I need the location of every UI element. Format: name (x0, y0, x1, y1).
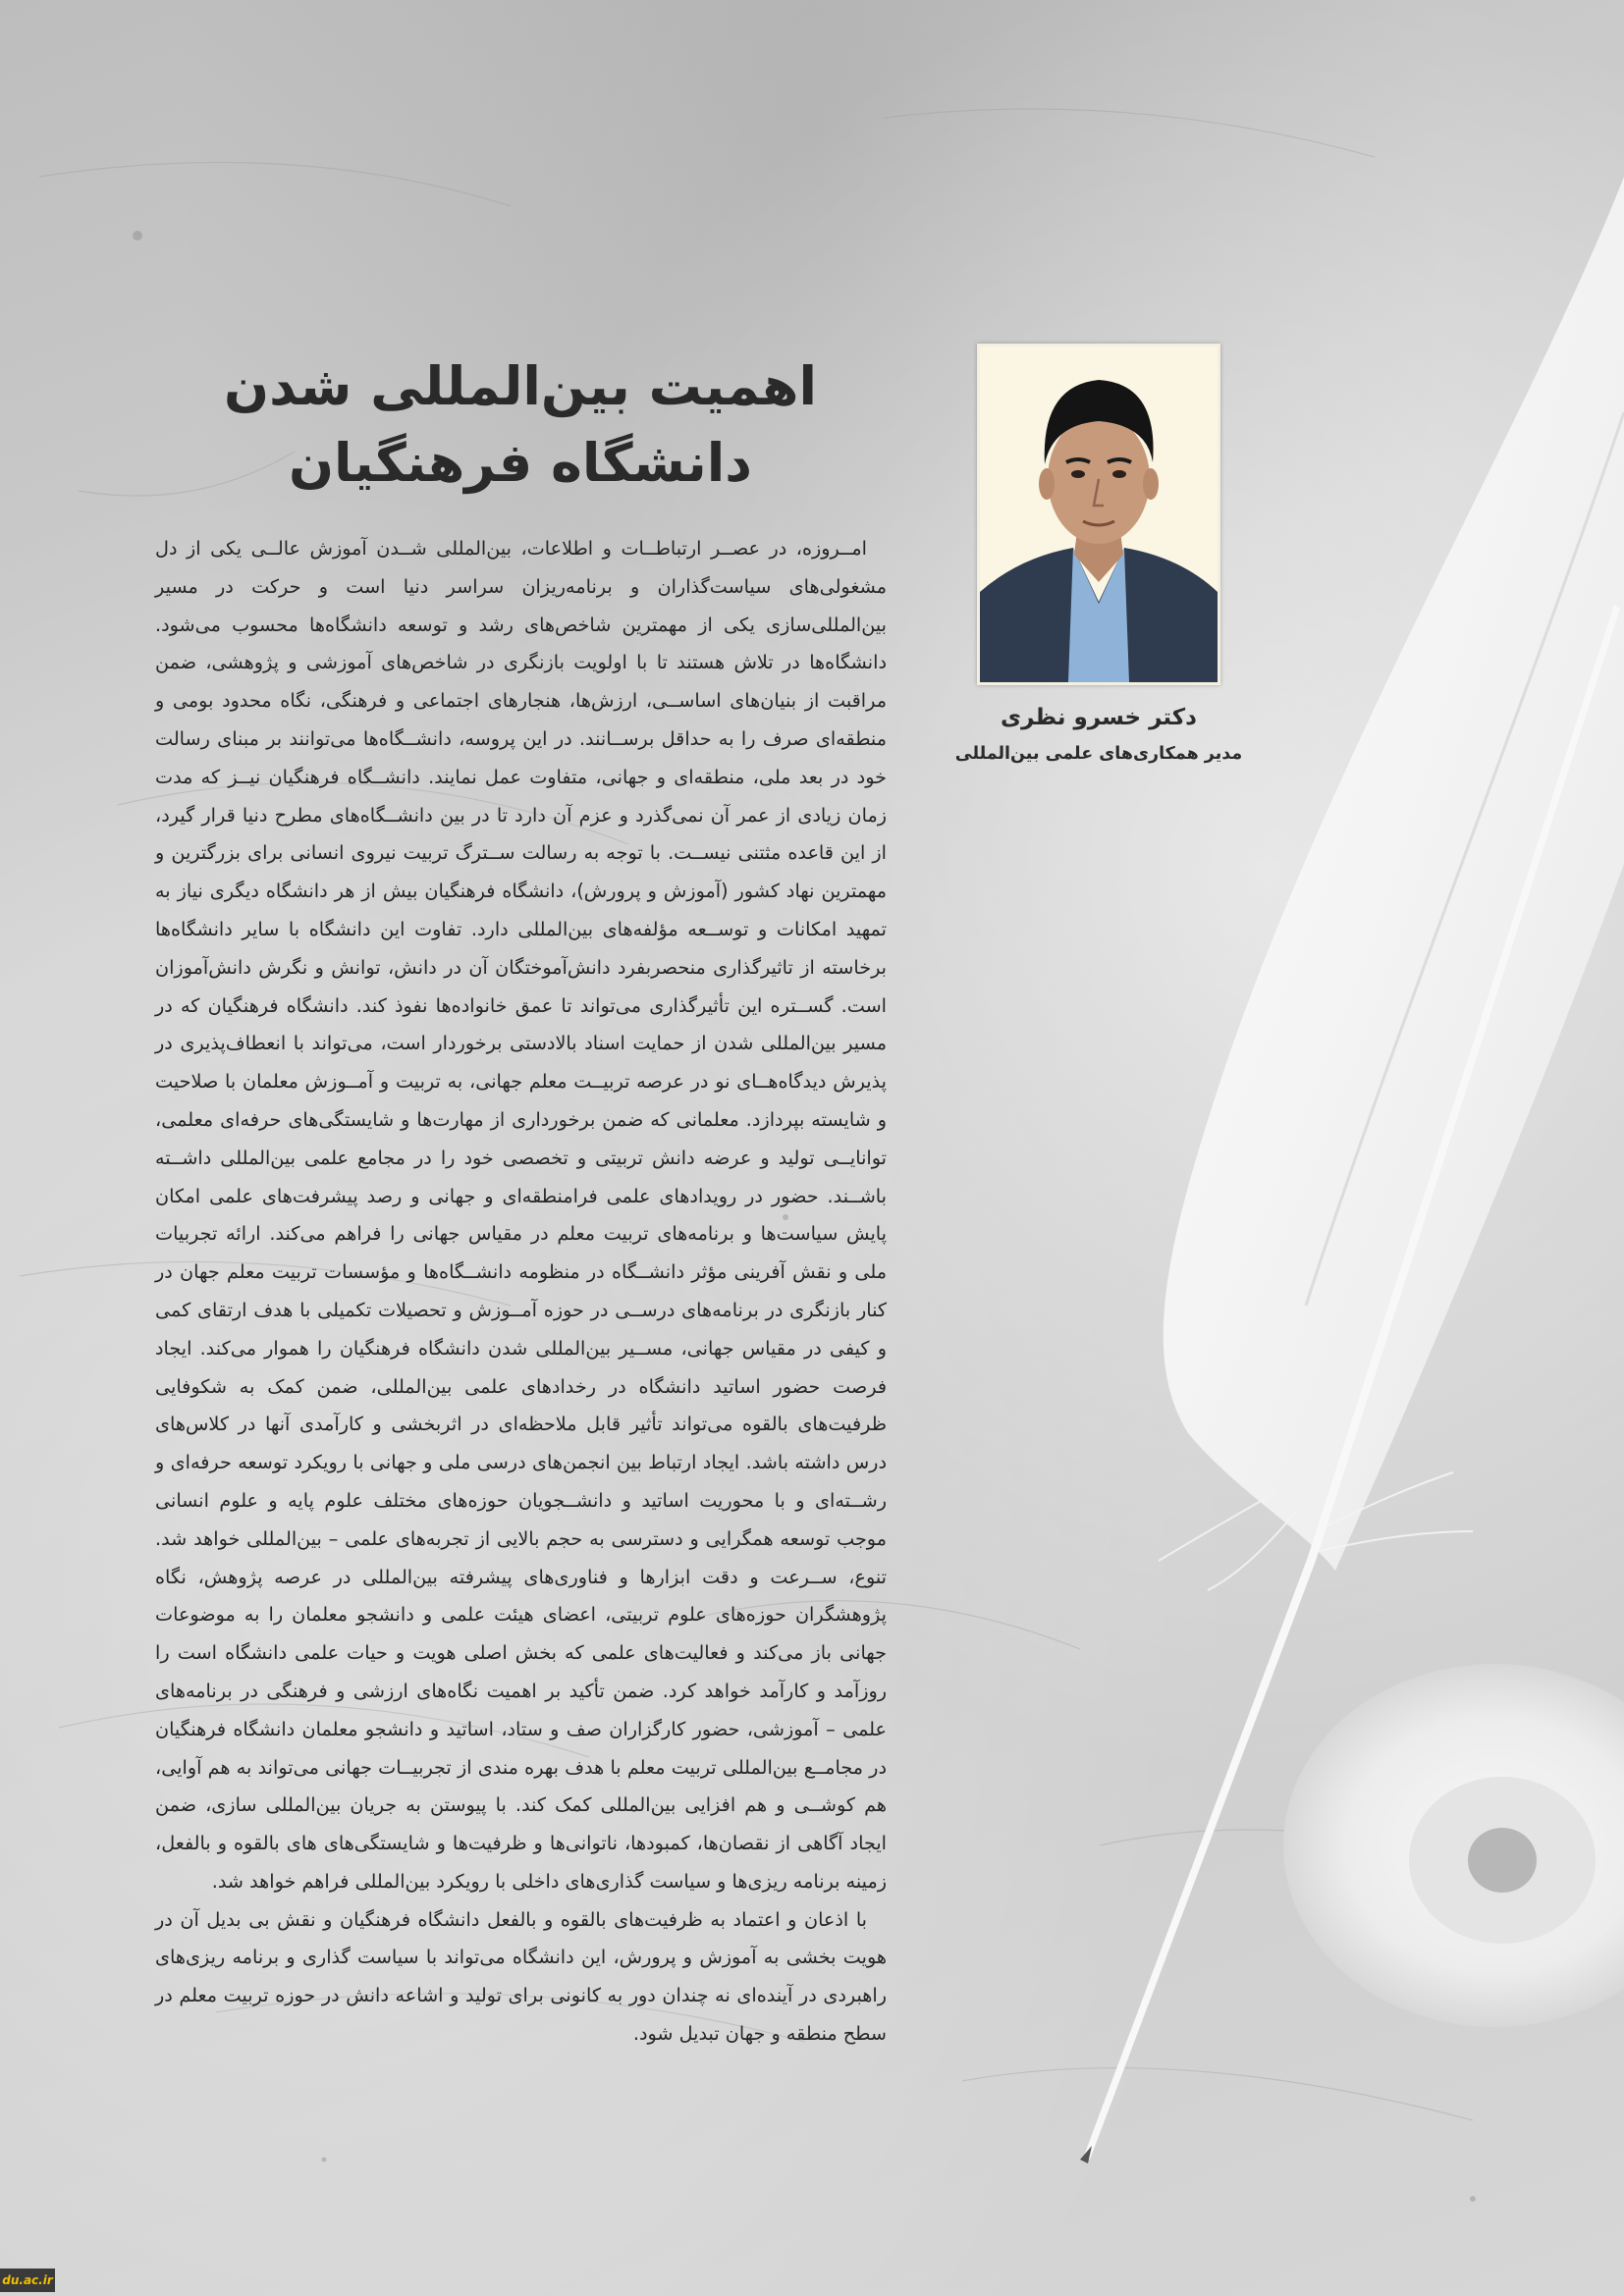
author-name: دکتر خسرو نظری (1001, 705, 1197, 730)
title-line-1: اهمیت بین‌المللی شدن (224, 355, 817, 417)
inkwell-shape (1283, 1664, 1624, 2027)
article-paragraph-2: با اذعان و اعتماد به ظرفیت‌های بالقوه و بالفعل دانشگاه فرهنگیان و نقش بی بدیل آن در هویت بخشی به آموزش و پرورش، این دانشگاه می‌تواند با سیاست گذاری و برنامه ریزی‌های راهبردی در آینده‌ای نه چندان دور به کانونی برای تولید و اشاعه دانش در حوزه تربیت معلم در سطح منطقه و جهان تبدیل شود. (155, 1907, 887, 2046)
site-logo[interactable]: du.ac.ir (0, 2269, 55, 2292)
feather-shape (1164, 177, 1624, 1571)
author-portrait-illustration (980, 347, 1218, 682)
article-title (147, 348, 893, 502)
title-line-2: دانشگاه فرهنگیان (288, 432, 753, 494)
article-body (155, 530, 887, 2054)
author-photo (977, 344, 1220, 685)
author-role: مدیر همکاری‌های علمی بین‌المللی (954, 744, 1243, 764)
article-paragraph-1: امــروزه، در عصــر ارتباطــات و اطلاعات، بین‌المللی شــدن آموزش عالــی یکی از دل مشغولی‌های سیاست‌گذاران و برنامه‌ریزان سراسر دنیا است و حرکت در مسیر بین‌المللی‌سازی یکی از مهمترین شاخص‌های رشد و توسعه دانشگاه‌ها محسوب می‌شود. دانشگاه‌ها در تلاش هستند تا با اولویت بازنگری در شاخص‌های آموزشی و پژوهشی، ضمن مراقبت از بنیان‌های اساســی، ارزش‌ها، هنجارهای اجتماعی و فرهنگی، نگاه محدود بومی و منطقه‌ای صرف را به حداقل برســانند. در این پروسه، دانشــگاه‌ها می‌توانند بر مبنای رسالت خود در بعد ملی، منطقه‌ای و جهانی، متفاوت عمل نمایند. دانشــگاه فرهنگیان نیــز که مدت زمان زیادی از عمر آن نمی‌گذرد و عزم آن دارد تا در بین دانشــگاه‌های مطرح دنیا قرار گیرد، از این قاعده مثتنی نیســت. با توجه به رسالت ســترگ تربیت نیروی انسانی برای بزرگترین و مهمترین نهاد کشور (آموزش و پرورش)، دانشگاه فرهنگیان بیش از هر دانشگاه دیگری نیاز به تمهید امکانات و توســعه مؤلفه‌های بین‌المللی دارد. تفاوت این دانشگاه با سایر دانشگاه‌ها برخاسته از تاثیرگذاری منحصربفرد دانش‌آموختگان آن در دانش، توانش و نگرش دانش‌آموزان است. گســتره این تأثیرگذاری می‌تواند تا عمق خانواده‌ها نفوذ کند. دانشگاه فرهنگیان که در مسیر بین‌المللی شدن از حمایت اسناد بالادستی برخوردار است، می‌تواند با انعطاف‌پذیری در پذیرش دیدگاه‌هــای نو در عرصه تربیــت معلم جهانی، به تربیت و آمــوزش معلمان با صلاحیت و شایسته بپردازد. معلمانی که ضمن برخورداری از مهارت‌ها و شایستگی‌های حرفه‌ای معلمی، توانایــی تولید و عرضه دانش تربیتی و تخصصی خود را در مجامع علمی بین‌المللی داشــته باشــند. حضور در رویدادهای علمی فرامنطقه‌ای و جهانی و رصد پیشرفت‌های علمی امکان پایش سیاست‌ها و برنامه‌های تربیت معلم در مقیاس جهانی را فراهم می‌کند. ارائه تجربیات ملی و نقش آفرینی مؤثر دانشــگاه در منظومه دانشــگاه‌ها و مؤسسات تربیت معلم جهان در کنار بازنگری در برنامه‌های درســی در حوزه آمــوزش و تحصیلات تکمیلی با هدف ارتقای کمی و کیفی در مقیاس جهانی، مســیر بین‌المللی شدن دانشگاه فرهنگیان را هموار می‌کند. ایجاد فرصت حضور اساتید دانشگاه در رخدادهای علمی بین‌المللی، ضمن کمک به شکوفایی ظرفیت‌های بالقوه می‌تواند تأثیر قابل ملاحظه‌ای در اثربخشی و کارآمدی آنها در کلاس‌های درس داشته باشد. ایجاد ارتباط بین انجمن‌های درسی ملی و جهانی با رویکرد توسعه حرفه‌ای و رشــته‌ای و با محوریت اساتید و دانشــجویان حوزه‌های مختلف علوم پایه و علوم انسانی موجب توسعه همگرایی و دسترسی به حجم بالایی از تجربه‌های علمی – بین‌المللی خواهد شد. تنوع، ســرعت و دقت ابزارها و فناوری‌های پیشرفته بین‌المللی در عرصه پژوهش، نگاه پژوهشگران حوزه‌های علوم تربیتی، اعضای هیئت علمی و دانشجو معلمان را به موضوعات جهانی باز می‌کند و فعالیت‌های علمی که بخش اصلی هویت و حیات علمی دانشگاه است را روزآمد و کارآمد خواهد کرد. ضمن تأکید بر اهمیت نگاه‌های ارزشی و فرهنگی در برنامه‌های علمی – آموزشی، حضور کارگزاران صف و ستاد، اساتید و دانشجو معلمان دانشگاه فرهنگیان در مجامــع بین‌المللی تربیت معلم با هدف بهره مندی از تجربیــات جهانی می‌تواند به هم آوایی، هم کوشــی و هم افزایی بین‌المللی کمک کند. با پیوستن به جریان بین‌المللی سازی، ضمن ایجاد آگاهی از نقصان‌ها، کمبودها، ناتوانی‌ها و ظرفیت‌ها و شایستگی‌های های بالقوه و بالفعل، زمینه برنامه ریزی‌ها و سیاست گذاری‌های داخلی با رویکرد بین‌المللی فراهم خواهد شد. (155, 537, 887, 1893)
